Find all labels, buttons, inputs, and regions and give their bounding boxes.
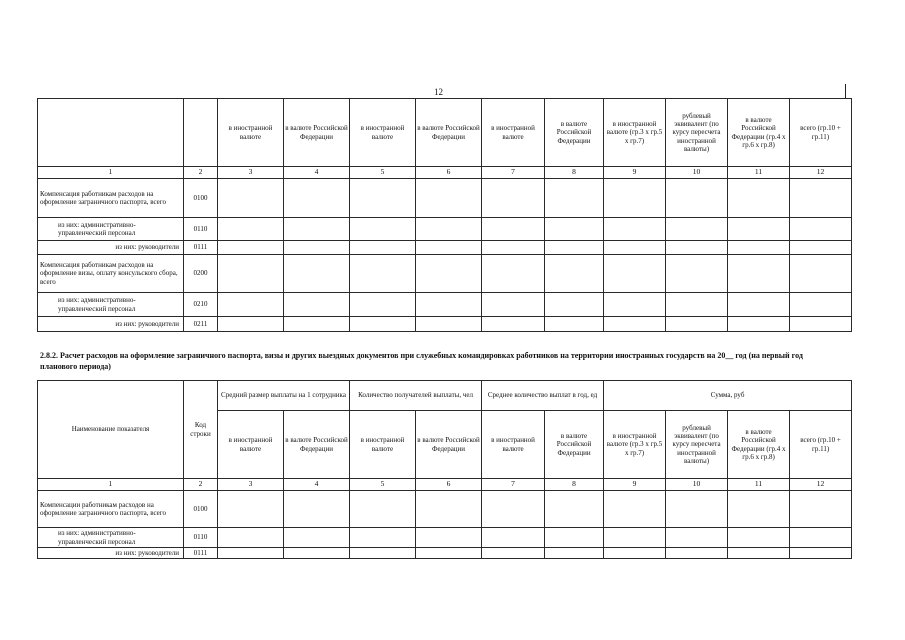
value-cell[interactable] <box>728 179 790 218</box>
table-row <box>38 255 852 293</box>
value-cell[interactable] <box>545 548 604 559</box>
value-cell[interactable] <box>350 179 416 218</box>
value-cell[interactable] <box>416 218 482 241</box>
value-cell[interactable] <box>666 317 728 332</box>
value-cell[interactable] <box>790 317 852 332</box>
value-cell[interactable] <box>284 255 350 293</box>
value-cell[interactable] <box>284 548 350 559</box>
header-col-12: всего (гр.10 + гр.11) <box>790 411 852 479</box>
value-cell[interactable] <box>790 218 852 241</box>
col-number: 8 <box>545 479 604 491</box>
header-col-5: в иностранной валюте <box>350 99 416 167</box>
value-cell[interactable] <box>666 255 728 293</box>
table-row <box>38 317 852 332</box>
value-cell[interactable] <box>284 528 350 548</box>
row-code: 0200 <box>184 255 218 293</box>
value-cell[interactable] <box>350 548 416 559</box>
header-col-9: в иностранной валюте (гр.3 х гр.5 х гр.7) <box>604 99 666 167</box>
col-number: 7 <box>482 167 545 179</box>
col-number: 12 <box>790 479 852 491</box>
header-col-8: в валюте Российской Федерации <box>545 99 604 167</box>
row-label: из них: руководители <box>38 317 184 332</box>
col-number: 7 <box>482 479 545 491</box>
header-cell-empty <box>38 99 184 167</box>
value-cell[interactable] <box>416 241 482 255</box>
value-cell[interactable] <box>350 528 416 548</box>
value-cell[interactable] <box>666 179 728 218</box>
table-row <box>38 179 852 218</box>
header-col-11: в валюте Российской Федерации (гр.4 х гр.6 х гр.8) <box>728 411 790 479</box>
header-avg-payment: Средний размер выплаты на 1 сотрудника <box>218 381 350 411</box>
table-row <box>38 293 852 317</box>
value-cell[interactable] <box>604 293 666 317</box>
value-cell[interactable] <box>482 241 545 255</box>
value-cell[interactable] <box>604 528 666 548</box>
value-cell[interactable] <box>350 293 416 317</box>
col-number: 1 <box>38 479 184 491</box>
row-label: Компенсация работникам расходов на оформление визы, оплату консульского сбора, всего <box>38 255 184 293</box>
header-col-11: в валюте Российской Федерации (гр.4 х гр.6 х гр.8) <box>728 99 790 167</box>
column-number-row <box>38 479 852 491</box>
value-cell[interactable] <box>416 548 482 559</box>
value-cell[interactable] <box>545 241 604 255</box>
col-number: 6 <box>416 479 482 491</box>
header-recipients: Количество получателей выплаты, чел <box>350 381 482 411</box>
row-code: 0211 <box>184 317 218 332</box>
value-cell[interactable] <box>416 293 482 317</box>
value-cell[interactable] <box>604 491 666 528</box>
value-cell[interactable] <box>482 293 545 317</box>
value-cell[interactable] <box>728 293 790 317</box>
value-cell[interactable] <box>482 548 545 559</box>
header-sum: Сумма, руб <box>604 381 852 411</box>
header-name: Наименование показателя <box>38 381 184 479</box>
value-cell[interactable] <box>666 548 728 559</box>
header-avg-count: Среднее количество выплат в год, ед <box>482 381 604 411</box>
value-cell[interactable] <box>416 491 482 528</box>
value-cell[interactable] <box>728 241 790 255</box>
row-code: 0100 <box>184 179 218 218</box>
value-cell[interactable] <box>545 218 604 241</box>
value-cell[interactable] <box>284 218 350 241</box>
header-col-7: в иностранной валюте <box>482 99 545 167</box>
col-number: 6 <box>416 167 482 179</box>
row-code: 0100 <box>184 491 218 528</box>
value-cell[interactable] <box>604 218 666 241</box>
row-code: 0210 <box>184 293 218 317</box>
value-cell[interactable] <box>284 317 350 332</box>
header-col-10: рублевый эквивалент (по курсу пересчета иностранной валюты) <box>666 411 728 479</box>
value-cell[interactable] <box>482 491 545 528</box>
value-cell[interactable] <box>604 317 666 332</box>
value-cell[interactable] <box>728 528 790 548</box>
col-number: 3 <box>218 479 284 491</box>
row-label: из них: руководители <box>38 548 184 559</box>
value-cell[interactable] <box>790 528 852 548</box>
page-number: 12 <box>434 87 443 97</box>
row-label: из них: руководители <box>38 241 184 255</box>
value-cell[interactable] <box>790 293 852 317</box>
col-number: 4 <box>284 167 350 179</box>
col-number: 2 <box>184 167 218 179</box>
column-number-row <box>38 167 852 179</box>
value-cell[interactable] <box>350 218 416 241</box>
value-cell[interactable] <box>416 317 482 332</box>
value-cell[interactable] <box>604 548 666 559</box>
value-cell[interactable] <box>284 241 350 255</box>
col-number: 11 <box>728 479 790 491</box>
value-cell[interactable] <box>545 491 604 528</box>
col-number: 2 <box>184 479 218 491</box>
page-edge-line <box>845 84 846 98</box>
value-cell[interactable] <box>604 179 666 218</box>
value-cell[interactable] <box>350 491 416 528</box>
value-cell[interactable] <box>218 548 284 559</box>
value-cell[interactable] <box>666 293 728 317</box>
value-cell[interactable] <box>545 293 604 317</box>
value-cell[interactable] <box>545 317 604 332</box>
value-cell[interactable] <box>728 491 790 528</box>
row-code: 0111 <box>184 548 218 559</box>
table-passport-expenses-forecast <box>37 380 852 559</box>
col-number: 9 <box>604 479 666 491</box>
value-cell[interactable] <box>790 548 852 559</box>
value-cell[interactable] <box>218 317 284 332</box>
header-col-8: в валюте Российской Федерации <box>545 411 604 479</box>
row-label: из них: административно-управленческий персонал <box>38 218 184 241</box>
col-number: 10 <box>666 167 728 179</box>
value-cell[interactable] <box>666 218 728 241</box>
value-cell[interactable] <box>218 293 284 317</box>
value-cell[interactable] <box>350 241 416 255</box>
value-cell[interactable] <box>666 241 728 255</box>
header-col-7: в иностранной валюте <box>482 411 545 479</box>
value-cell[interactable] <box>218 241 284 255</box>
col-number: 4 <box>284 479 350 491</box>
value-cell[interactable] <box>666 491 728 528</box>
col-number: 3 <box>218 167 284 179</box>
row-code: 0110 <box>184 528 218 548</box>
header-row <box>38 99 852 167</box>
col-number: 5 <box>350 479 416 491</box>
header-col-3: в иностранной валюте <box>218 99 284 167</box>
value-cell[interactable] <box>728 317 790 332</box>
table-row <box>38 218 852 241</box>
value-cell[interactable] <box>218 179 284 218</box>
col-number: 5 <box>350 167 416 179</box>
row-label: Компенсация работникам расходов на оформление заграничного паспорта, всего <box>38 179 184 218</box>
value-cell[interactable] <box>545 528 604 548</box>
header-col-6: в валюте Российской Федерации <box>416 411 482 479</box>
value-cell[interactable] <box>350 317 416 332</box>
col-number: 1 <box>38 167 184 179</box>
value-cell[interactable] <box>482 255 545 293</box>
value-cell[interactable] <box>604 255 666 293</box>
header-col-5: в иностранной валюте <box>350 411 416 479</box>
row-label: из них: административно-управленческий персонал <box>38 528 184 548</box>
value-cell[interactable] <box>284 491 350 528</box>
col-number: 10 <box>666 479 728 491</box>
row-code: 0110 <box>184 218 218 241</box>
table-passport-visa-expenses <box>37 98 852 332</box>
row-code: 0111 <box>184 241 218 255</box>
header-col-4: в валюте Российской Федерации <box>284 411 350 479</box>
row-label: из них: административно-управленческий персонал <box>38 293 184 317</box>
col-number: 12 <box>790 167 852 179</box>
value-cell[interactable] <box>790 255 852 293</box>
header-col-3: в иностранной валюте <box>218 411 284 479</box>
header-code: Код строки <box>184 381 218 479</box>
value-cell[interactable] <box>604 241 666 255</box>
value-cell[interactable] <box>728 548 790 559</box>
value-cell[interactable] <box>218 491 284 528</box>
value-cell[interactable] <box>416 528 482 548</box>
table-row <box>38 241 852 255</box>
header-cell-empty <box>184 99 218 167</box>
value-cell[interactable] <box>666 528 728 548</box>
header-row <box>38 381 852 411</box>
value-cell[interactable] <box>790 491 852 528</box>
col-number: 8 <box>545 167 604 179</box>
value-cell[interactable] <box>728 255 790 293</box>
row-label: Компенсации работникам расходов на оформление заграничного паспорта, всего <box>38 491 184 528</box>
value-cell[interactable] <box>790 179 852 218</box>
value-cell[interactable] <box>728 218 790 241</box>
value-cell[interactable] <box>482 179 545 218</box>
value-cell[interactable] <box>284 179 350 218</box>
table-row <box>38 548 852 559</box>
section-title: 2.8.2. Расчет расходов на оформление заграничного паспорта, визы и других выездных документов при служебных командировках работников на территории иностранных государств на 20__ год (на первый год планового периода) <box>40 351 803 371</box>
header-col-12: всего (гр.10 + гр.11) <box>790 99 852 167</box>
col-number: 9 <box>604 167 666 179</box>
value-cell[interactable] <box>482 317 545 332</box>
value-cell[interactable] <box>790 241 852 255</box>
header-col-4: в валюте Российской Федерации <box>284 99 350 167</box>
table-row <box>38 528 852 548</box>
value-cell[interactable] <box>350 255 416 293</box>
header-col-9: в иностранной валюте (гр.3 х гр.5 х гр.7) <box>604 411 666 479</box>
header-col-10: рублевый эквивалент (по курсу пересчета иностранной валюты) <box>666 99 728 167</box>
value-cell[interactable] <box>545 179 604 218</box>
value-cell[interactable] <box>482 528 545 548</box>
table-row <box>38 491 852 528</box>
value-cell[interactable] <box>218 218 284 241</box>
value-cell[interactable] <box>218 528 284 548</box>
value-cell[interactable] <box>482 218 545 241</box>
value-cell[interactable] <box>284 293 350 317</box>
value-cell[interactable] <box>416 179 482 218</box>
value-cell[interactable] <box>416 255 482 293</box>
value-cell[interactable] <box>545 255 604 293</box>
header-col-6: в валюте Российской Федерации <box>416 99 482 167</box>
value-cell[interactable] <box>218 255 284 293</box>
col-number: 11 <box>728 167 790 179</box>
